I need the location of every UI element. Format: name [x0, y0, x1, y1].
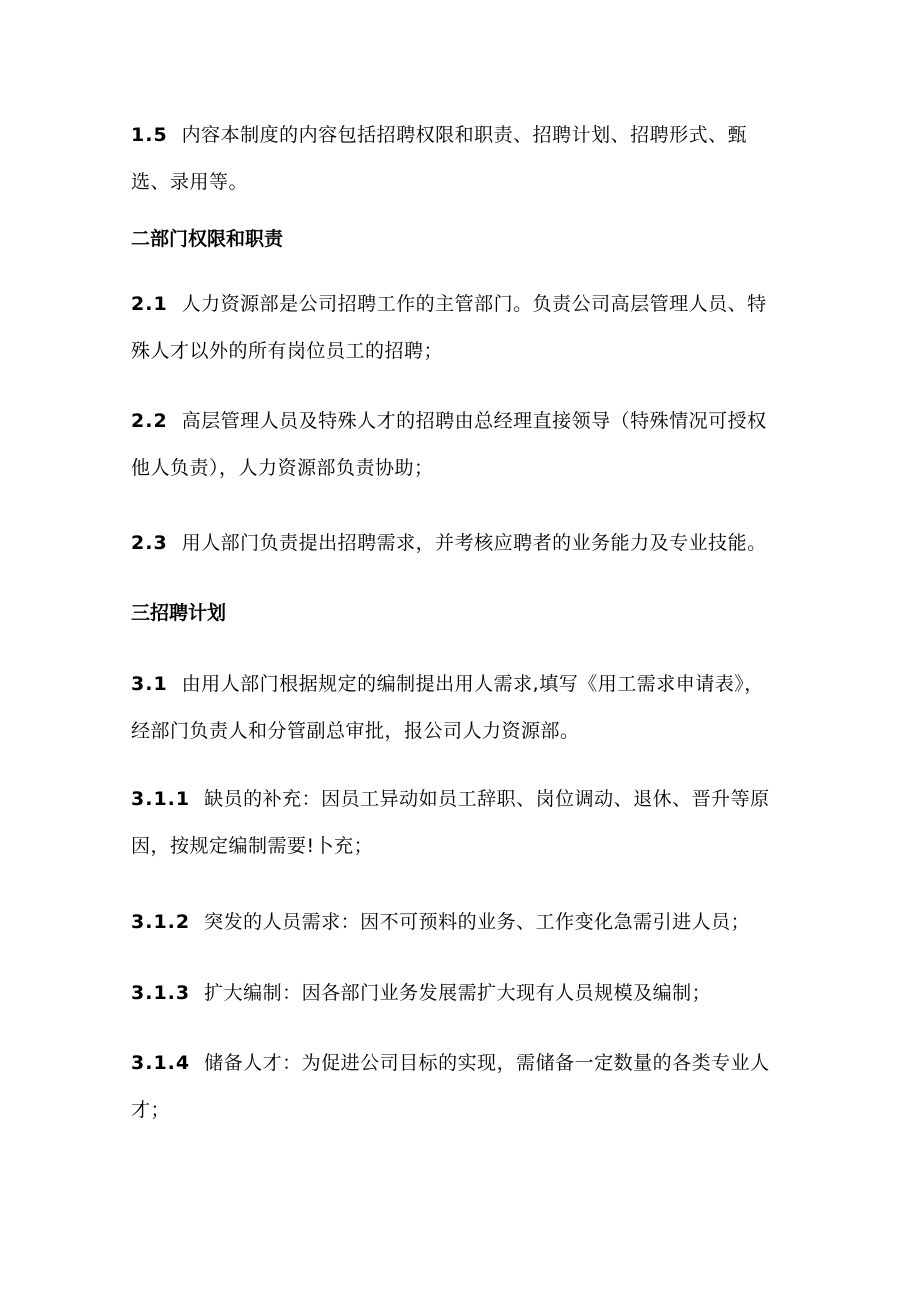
section-number: 1.5	[131, 124, 168, 146]
paragraph-text-continued: 经部门负责人和分管副总审批，报公司人力资源部。	[131, 720, 580, 742]
section-heading-2: 二部门权限和职责	[131, 228, 284, 250]
paragraph-text: 储备人才：为促进公司目标的实现，需储备一定数量的各类专业人	[204, 1052, 770, 1074]
paragraph-text: 扩大编制：因各部门业务发展需扩大现有人员规模及编制；	[204, 982, 712, 1004]
paragraph-3-1-3	[131, 970, 791, 1017]
paragraph-text: 由用人部门根据规定的编制提出用人需求,填写《用工需求申请表》，	[181, 673, 764, 695]
section-number: 3.1.3	[131, 982, 191, 1004]
paragraph-3-1-2	[131, 899, 791, 946]
paragraph-text-continued: 他人负责），人力资源部负责协助；	[131, 457, 434, 479]
paragraph-2-2	[131, 398, 791, 492]
section-number: 2.3	[131, 532, 168, 554]
paragraph-text: 人力资源部是公司招聘工作的主管部门。负责公司高层管理人员、特	[181, 293, 767, 315]
paragraph-text: 缺员的补充：因员工异动如员工辞职、岗位调动、退休、晋升等原	[204, 788, 770, 810]
section-number: 3.1.2	[131, 911, 191, 933]
paragraph-text-continued: 因，按规定编制需要!卜充；	[131, 835, 374, 857]
paragraph-1-5	[131, 112, 791, 206]
paragraph-3-1-1	[131, 776, 791, 870]
paragraph-text: 高层管理人员及特殊人才的招聘由总经理直接领导（特殊情况可授权	[181, 410, 767, 432]
section-number: 3.1.4	[131, 1052, 191, 1074]
paragraph-3-1-4	[131, 1040, 791, 1134]
paragraph-text-continued: 殊人才以外的所有岗位员工的招聘；	[131, 340, 444, 362]
section-number: 3.1	[131, 673, 168, 695]
paragraph-2-3	[131, 520, 791, 567]
section-number: 2.1	[131, 293, 168, 315]
paragraph-text: 内容本制度的内容包括招聘权限和职责、招聘计划、招聘形式、甄	[181, 124, 748, 146]
paragraph-text: 突发的人员需求：因不可预料的业务、工作变化急需引进人员；	[204, 911, 751, 933]
section-number: 3.1.1	[131, 788, 191, 810]
paragraph-2-1	[131, 281, 791, 375]
paragraph-3-1	[131, 661, 791, 755]
paragraph-text-continued: 选、录用等。	[131, 171, 249, 193]
paragraph-text-continued: 才；	[131, 1099, 171, 1121]
section-heading-3: 三招聘计划	[131, 602, 227, 624]
paragraph-text: 用人部门负责提出招聘需求，并考核应聘者的业务能力及专业技能。	[181, 532, 767, 554]
section-number: 2.2	[131, 410, 168, 432]
